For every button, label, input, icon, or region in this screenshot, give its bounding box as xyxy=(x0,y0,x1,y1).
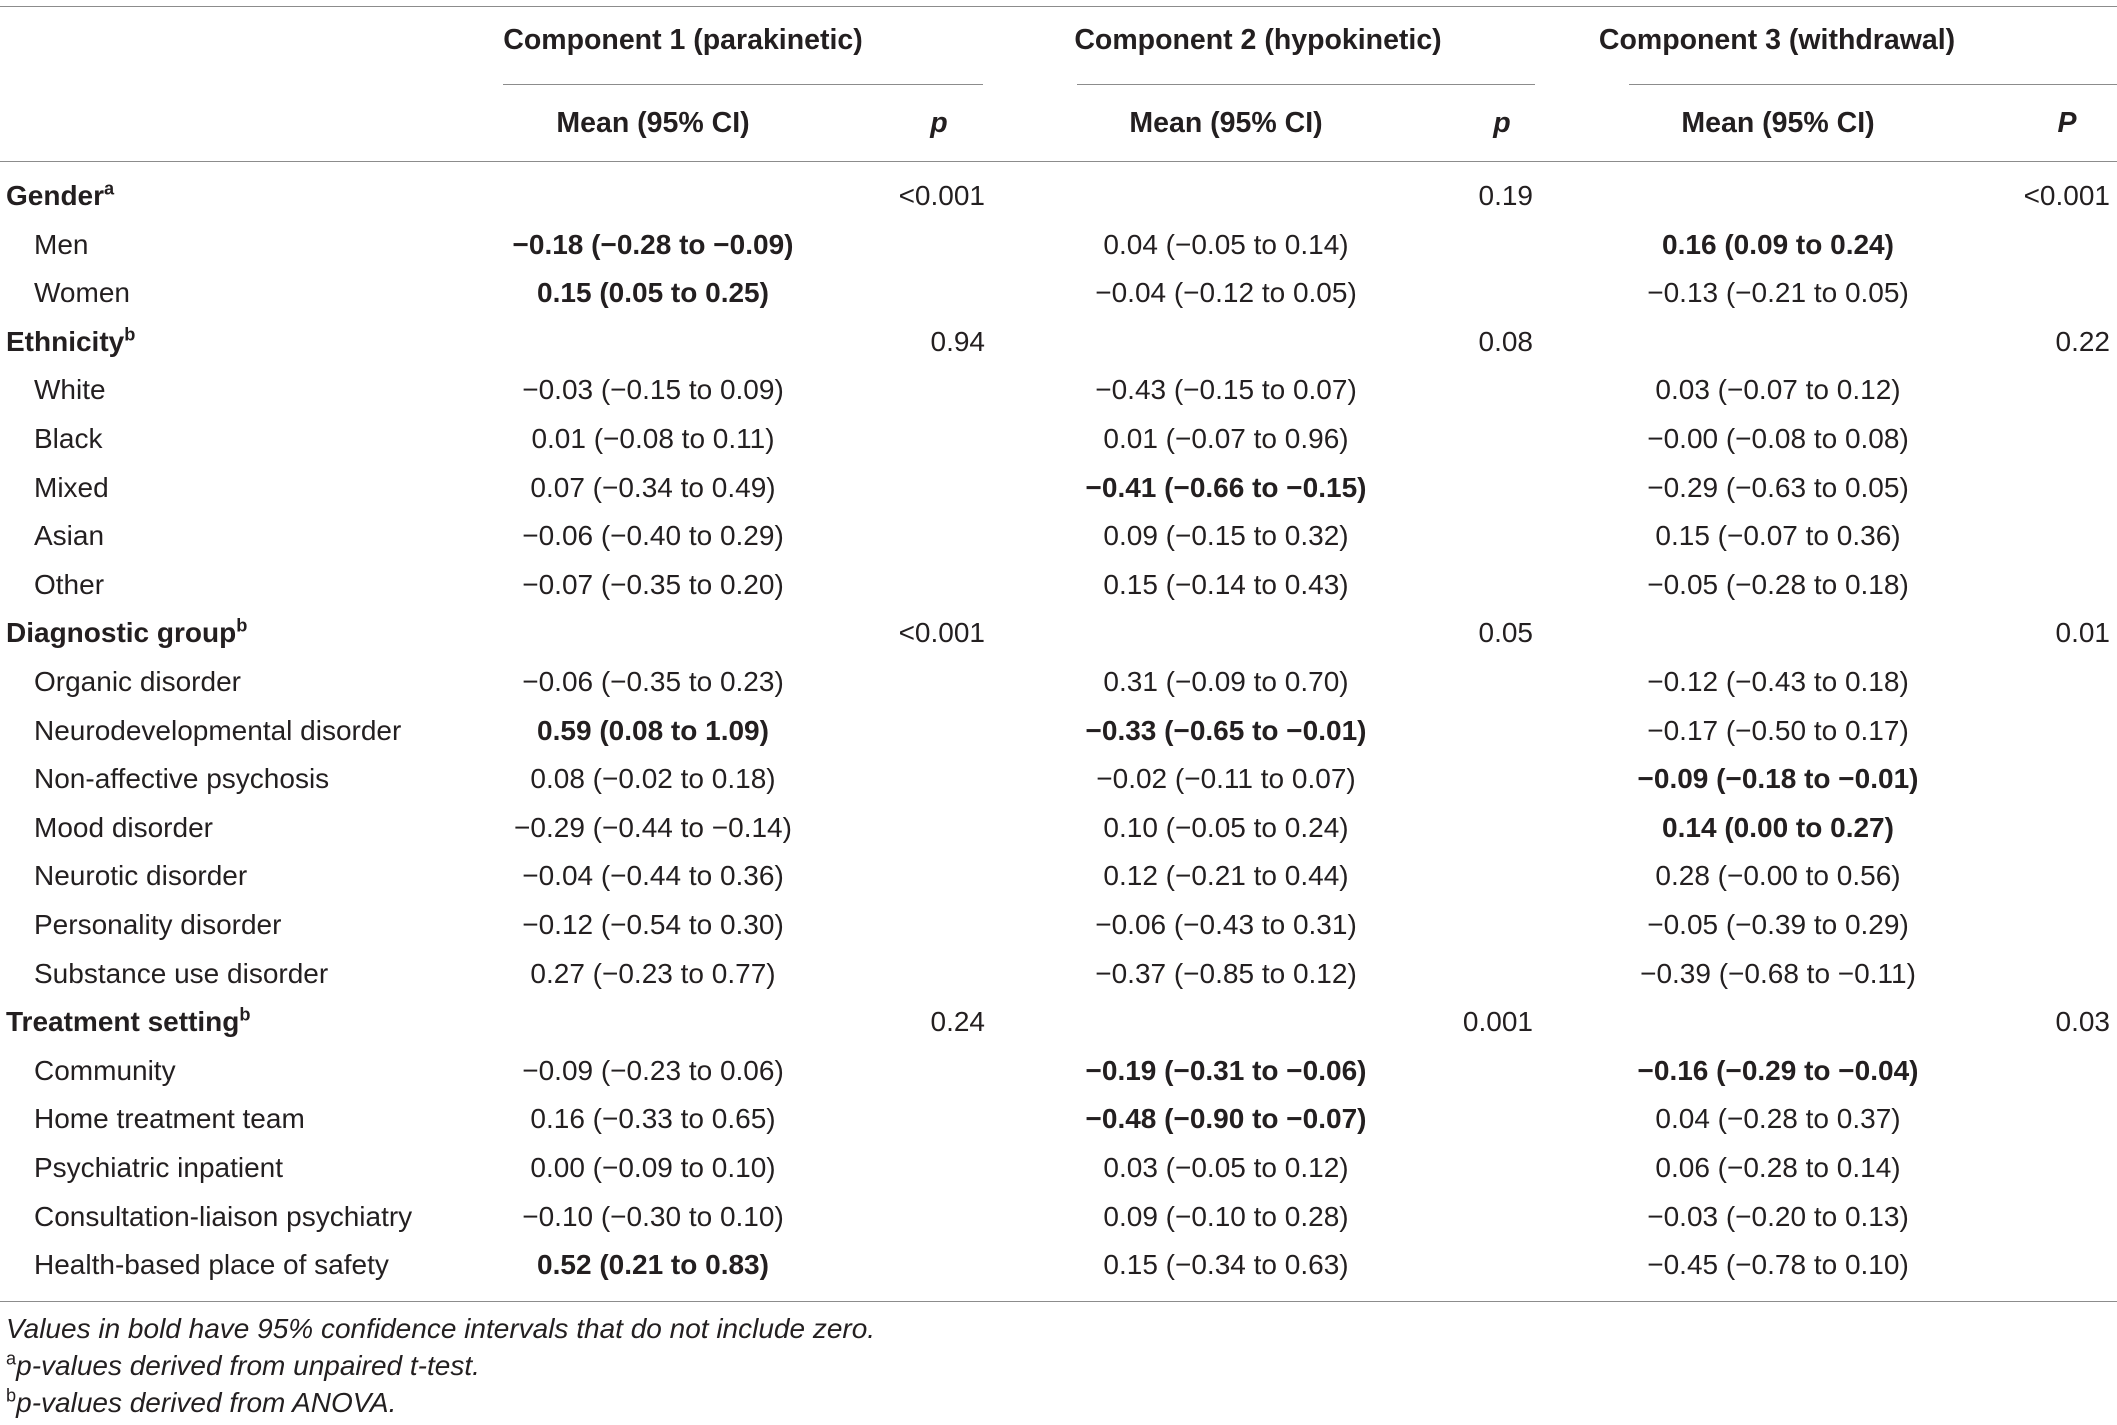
row-label xyxy=(34,1144,283,1192)
mean-ci-2: −0.33 (−0.65 to −0.01) xyxy=(1085,714,1367,746)
row-label xyxy=(34,512,104,560)
mean-ci-2: −0.43 (−0.15 to 0.07) xyxy=(1095,374,1357,406)
mean-ci-2: 0.04 (−0.05 to 0.14) xyxy=(1103,228,1349,260)
table-row xyxy=(0,658,2117,706)
mean-ci-3: −0.16 (−0.29 to −0.04) xyxy=(1637,1054,1919,1086)
component-3-spanner-rule xyxy=(1629,84,2117,85)
footnote-marker: a xyxy=(104,178,115,199)
p-value-3: 0.01 xyxy=(2055,617,2110,649)
table-row xyxy=(0,221,2117,269)
label-text: Personality disorder xyxy=(34,909,282,940)
p-value-1: 0.24 xyxy=(930,1006,985,1038)
mean-ci-3: −0.17 (−0.50 to 0.17) xyxy=(1647,714,1909,746)
group-label xyxy=(6,172,114,220)
label-text: Substance use disorder xyxy=(34,957,329,989)
p-value-1: <0.001 xyxy=(898,180,985,211)
mean-ci-3: −0.12 (−0.43 to 0.18) xyxy=(1647,666,1909,697)
label-text: Organic disorder xyxy=(34,666,241,697)
table-group-row xyxy=(0,172,2117,220)
mean-ci-3: −0.45 (−0.78 to 0.10) xyxy=(1647,1249,1909,1281)
mean-ci-1: −0.18 (−0.28 to −0.09) xyxy=(512,228,794,260)
mean-ci-3: −0.29 (−0.63 to 0.05) xyxy=(1647,471,1909,503)
table-row xyxy=(0,415,2117,463)
mean-ci-3: 0.03 (−0.07 to 0.12) xyxy=(1655,374,1901,406)
row-label xyxy=(34,464,109,512)
label-text: Health-based place of safety xyxy=(34,1249,389,1281)
footnote-marker: b xyxy=(239,1004,251,1025)
p-header-3: P xyxy=(2057,107,2077,139)
table-row xyxy=(0,1193,2117,1241)
mean-ci-1: 0.16 (−0.33 to 0.65) xyxy=(530,1103,776,1135)
mean-ci-1: 0.59 (0.08 to 1.09) xyxy=(537,714,769,746)
group-label xyxy=(6,998,251,1046)
table-bottom-rule xyxy=(0,1301,2117,1302)
footnote-b-mark: b xyxy=(6,1385,17,1406)
label-text: Home treatment team xyxy=(34,1103,305,1135)
p-value-1: <0.001 xyxy=(898,617,985,649)
mean-ci-2: −0.41 (−0.66 to −0.15) xyxy=(1085,471,1367,503)
table-row xyxy=(0,852,2117,900)
mean-ci-2: −0.06 (−0.43 to 0.31) xyxy=(1095,909,1357,940)
p-value-1: 0.94 xyxy=(930,325,985,357)
group-label xyxy=(6,609,247,657)
row-label xyxy=(34,1241,389,1289)
mean-ci-1: 0.07 (−0.34 to 0.49) xyxy=(530,471,776,503)
footnote-bold-values: Values in bold have 95% confidence intervals that do not include zero. xyxy=(6,1313,876,1344)
label-text: Other xyxy=(34,568,105,600)
table-row xyxy=(0,561,2117,609)
row-label xyxy=(34,755,329,803)
table-row xyxy=(0,464,2117,512)
component-1-header: Component 1 (parakinetic) xyxy=(503,24,863,56)
mean-ci-2: 0.15 (−0.34 to 0.63) xyxy=(1103,1249,1349,1281)
group-label xyxy=(6,318,135,366)
label-text: Men xyxy=(34,228,89,260)
footnote-marker: b xyxy=(124,324,136,345)
label-text: Psychiatric inpatient xyxy=(34,1152,284,1183)
footnote-marker: b xyxy=(236,616,248,637)
mean-ci-1: 0.00 (−0.09 to 0.10) xyxy=(530,1152,776,1183)
label-text: Mixed xyxy=(34,471,109,503)
label-text: Consultation-liaison psychiatry xyxy=(34,1200,413,1232)
footnote-a xyxy=(6,1350,480,1382)
mean-ci-3: 0.16 (0.09 to 0.24) xyxy=(1662,228,1894,260)
label-text: White xyxy=(34,374,106,406)
mean-ci-2: 0.01 (−0.07 to 0.96) xyxy=(1103,423,1349,454)
table-row xyxy=(0,950,2117,998)
mean-ci-2: 0.09 (−0.10 to 0.28) xyxy=(1103,1200,1349,1232)
row-label xyxy=(34,901,281,949)
row-label xyxy=(34,269,130,317)
p-value-2: 0.19 xyxy=(1478,180,1533,211)
mean-ci-header-3: Mean (95% CI) xyxy=(1681,107,1875,139)
header-bottom-rule xyxy=(0,161,2117,162)
mean-ci-1: −0.03 (−0.15 to 0.09) xyxy=(522,374,784,406)
table-row xyxy=(0,366,2117,414)
mean-ci-2: 0.31 (−0.09 to 0.70) xyxy=(1103,666,1349,697)
table-group-row xyxy=(0,609,2117,657)
mean-ci-2: −0.04 (−0.12 to 0.05) xyxy=(1095,277,1357,309)
table-row xyxy=(0,269,2117,317)
mean-ci-3: −0.05 (−0.39 to 0.29) xyxy=(1647,909,1909,940)
mean-ci-3: −0.05 (−0.28 to 0.18) xyxy=(1647,568,1909,600)
label-text: Community xyxy=(34,1054,176,1086)
footnote-b xyxy=(6,1387,396,1419)
mean-ci-2: −0.19 (−0.31 to −0.06) xyxy=(1085,1054,1367,1086)
label-text: Neurodevelopmental disorder xyxy=(34,714,402,746)
row-label xyxy=(34,1047,176,1095)
component-2-spanner-rule xyxy=(1077,84,1535,85)
row-label xyxy=(34,852,247,900)
mean-ci-1: −0.10 (−0.30 to 0.10) xyxy=(522,1200,784,1232)
table-row xyxy=(0,1095,2117,1143)
p-value-3: <0.001 xyxy=(2023,180,2110,211)
row-label xyxy=(34,804,213,852)
row-label xyxy=(34,415,102,463)
table-row xyxy=(0,901,2117,949)
mean-ci-1: −0.04 (−0.44 to 0.36) xyxy=(522,860,784,892)
mean-ci-header-2: Mean (95% CI) xyxy=(1129,107,1323,139)
mean-ci-3: 0.15 (−0.07 to 0.36) xyxy=(1655,520,1901,552)
table-row xyxy=(0,755,2117,803)
footnote-b-text: p-values derived from ANOVA. xyxy=(16,1387,397,1418)
component-3-header: Component 3 (withdrawal) xyxy=(1598,24,1956,56)
p-value-2: 0.05 xyxy=(1478,617,1533,649)
mean-ci-1: 0.08 (−0.02 to 0.18) xyxy=(530,763,776,795)
mean-ci-2: −0.02 (−0.11 to 0.07) xyxy=(1096,763,1356,795)
mean-ci-header-1: Mean (95% CI) xyxy=(556,107,750,139)
footnote-a-mark: a xyxy=(6,1348,17,1369)
label-text: Neurotic disorder xyxy=(34,860,248,892)
mean-ci-1: −0.12 (−0.54 to 0.30) xyxy=(522,909,784,940)
row-label xyxy=(34,1095,305,1143)
mean-ci-3: 0.14 (0.00 to 0.27) xyxy=(1662,811,1894,843)
label-text: Gender xyxy=(6,180,105,211)
p-value-2: 0.08 xyxy=(1478,325,1533,357)
mean-ci-3: 0.06 (−0.28 to 0.14) xyxy=(1655,1152,1901,1183)
row-label xyxy=(34,1193,412,1241)
label-text: Black xyxy=(34,423,103,454)
mean-ci-2: 0.10 (−0.05 to 0.24) xyxy=(1103,811,1349,843)
mean-ci-1: −0.07 (−0.35 to 0.20) xyxy=(522,568,784,600)
mean-ci-3: −0.13 (−0.21 to 0.05) xyxy=(1647,277,1909,309)
p-value-2: 0.001 xyxy=(1462,1006,1533,1038)
mean-ci-3: −0.09 (−0.18 to −0.01) xyxy=(1637,763,1919,795)
mean-ci-2: 0.12 (−0.21 to 0.44) xyxy=(1103,860,1349,892)
mean-ci-2: 0.03 (−0.05 to 0.12) xyxy=(1103,1152,1349,1183)
table-row xyxy=(0,707,2117,755)
p-header-1: p xyxy=(930,107,948,139)
p-header-2: p xyxy=(1493,107,1511,139)
mean-ci-2: 0.15 (−0.14 to 0.43) xyxy=(1103,568,1349,600)
table-row xyxy=(0,1047,2117,1095)
table-row xyxy=(0,804,2117,852)
label-text: Non-affective psychosis xyxy=(34,763,330,795)
mean-ci-3: 0.04 (−0.28 to 0.37) xyxy=(1655,1103,1901,1135)
table-row xyxy=(0,512,2117,560)
component-2-header: Component 2 (hypokinetic) xyxy=(1074,24,1442,56)
mean-ci-2: −0.37 (−0.85 to 0.12) xyxy=(1095,957,1357,989)
mean-ci-3: 0.28 (−0.00 to 0.56) xyxy=(1655,860,1901,892)
p-value-3: 0.03 xyxy=(2055,1006,2110,1038)
mean-ci-3: −0.39 (−0.68 to −0.11) xyxy=(1640,957,1916,989)
mean-ci-1: −0.06 (−0.40 to 0.29) xyxy=(522,520,784,552)
mean-ci-2: 0.09 (−0.15 to 0.32) xyxy=(1103,520,1349,552)
label-text: Mood disorder xyxy=(34,811,213,843)
component-1-spanner-rule xyxy=(503,84,983,85)
mean-ci-1: −0.09 (−0.23 to 0.06) xyxy=(522,1054,784,1086)
mean-ci-1: −0.06 (−0.35 to 0.23) xyxy=(522,666,784,697)
label-text: Treatment setting xyxy=(6,1006,240,1038)
mean-ci-1: 0.27 (−0.23 to 0.77) xyxy=(530,957,776,989)
label-text: Ethnicity xyxy=(6,325,125,357)
mean-ci-3: −0.03 (−0.20 to 0.13) xyxy=(1647,1200,1909,1232)
table-row xyxy=(0,1241,2117,1289)
mean-ci-3: −0.00 (−0.08 to 0.08) xyxy=(1647,423,1909,454)
table-row xyxy=(0,1144,2117,1192)
label-text: Women xyxy=(34,277,130,309)
row-label xyxy=(34,221,88,269)
mean-ci-2: −0.48 (−0.90 to −0.07) xyxy=(1085,1103,1367,1135)
table-group-row xyxy=(0,318,2117,366)
mean-ci-1: 0.52 (0.21 to 0.83) xyxy=(537,1249,769,1281)
row-label xyxy=(34,658,241,706)
mean-ci-1: 0.15 (0.05 to 0.25) xyxy=(537,277,769,309)
row-label xyxy=(34,707,401,755)
footnote-a-text: p-values derived from unpaired t-test. xyxy=(16,1350,480,1381)
label-text: Diagnostic group xyxy=(6,617,237,649)
table-top-rule xyxy=(0,6,2117,7)
row-label xyxy=(34,366,106,414)
label-text: Asian xyxy=(34,520,105,552)
p-value-3: 0.22 xyxy=(2055,325,2110,357)
row-label xyxy=(34,561,104,609)
mean-ci-1: −0.29 (−0.44 to −0.14) xyxy=(514,811,792,843)
mean-ci-1: 0.01 (−0.08 to 0.11) xyxy=(531,423,775,454)
table-group-row xyxy=(0,998,2117,1046)
row-label xyxy=(34,950,328,998)
